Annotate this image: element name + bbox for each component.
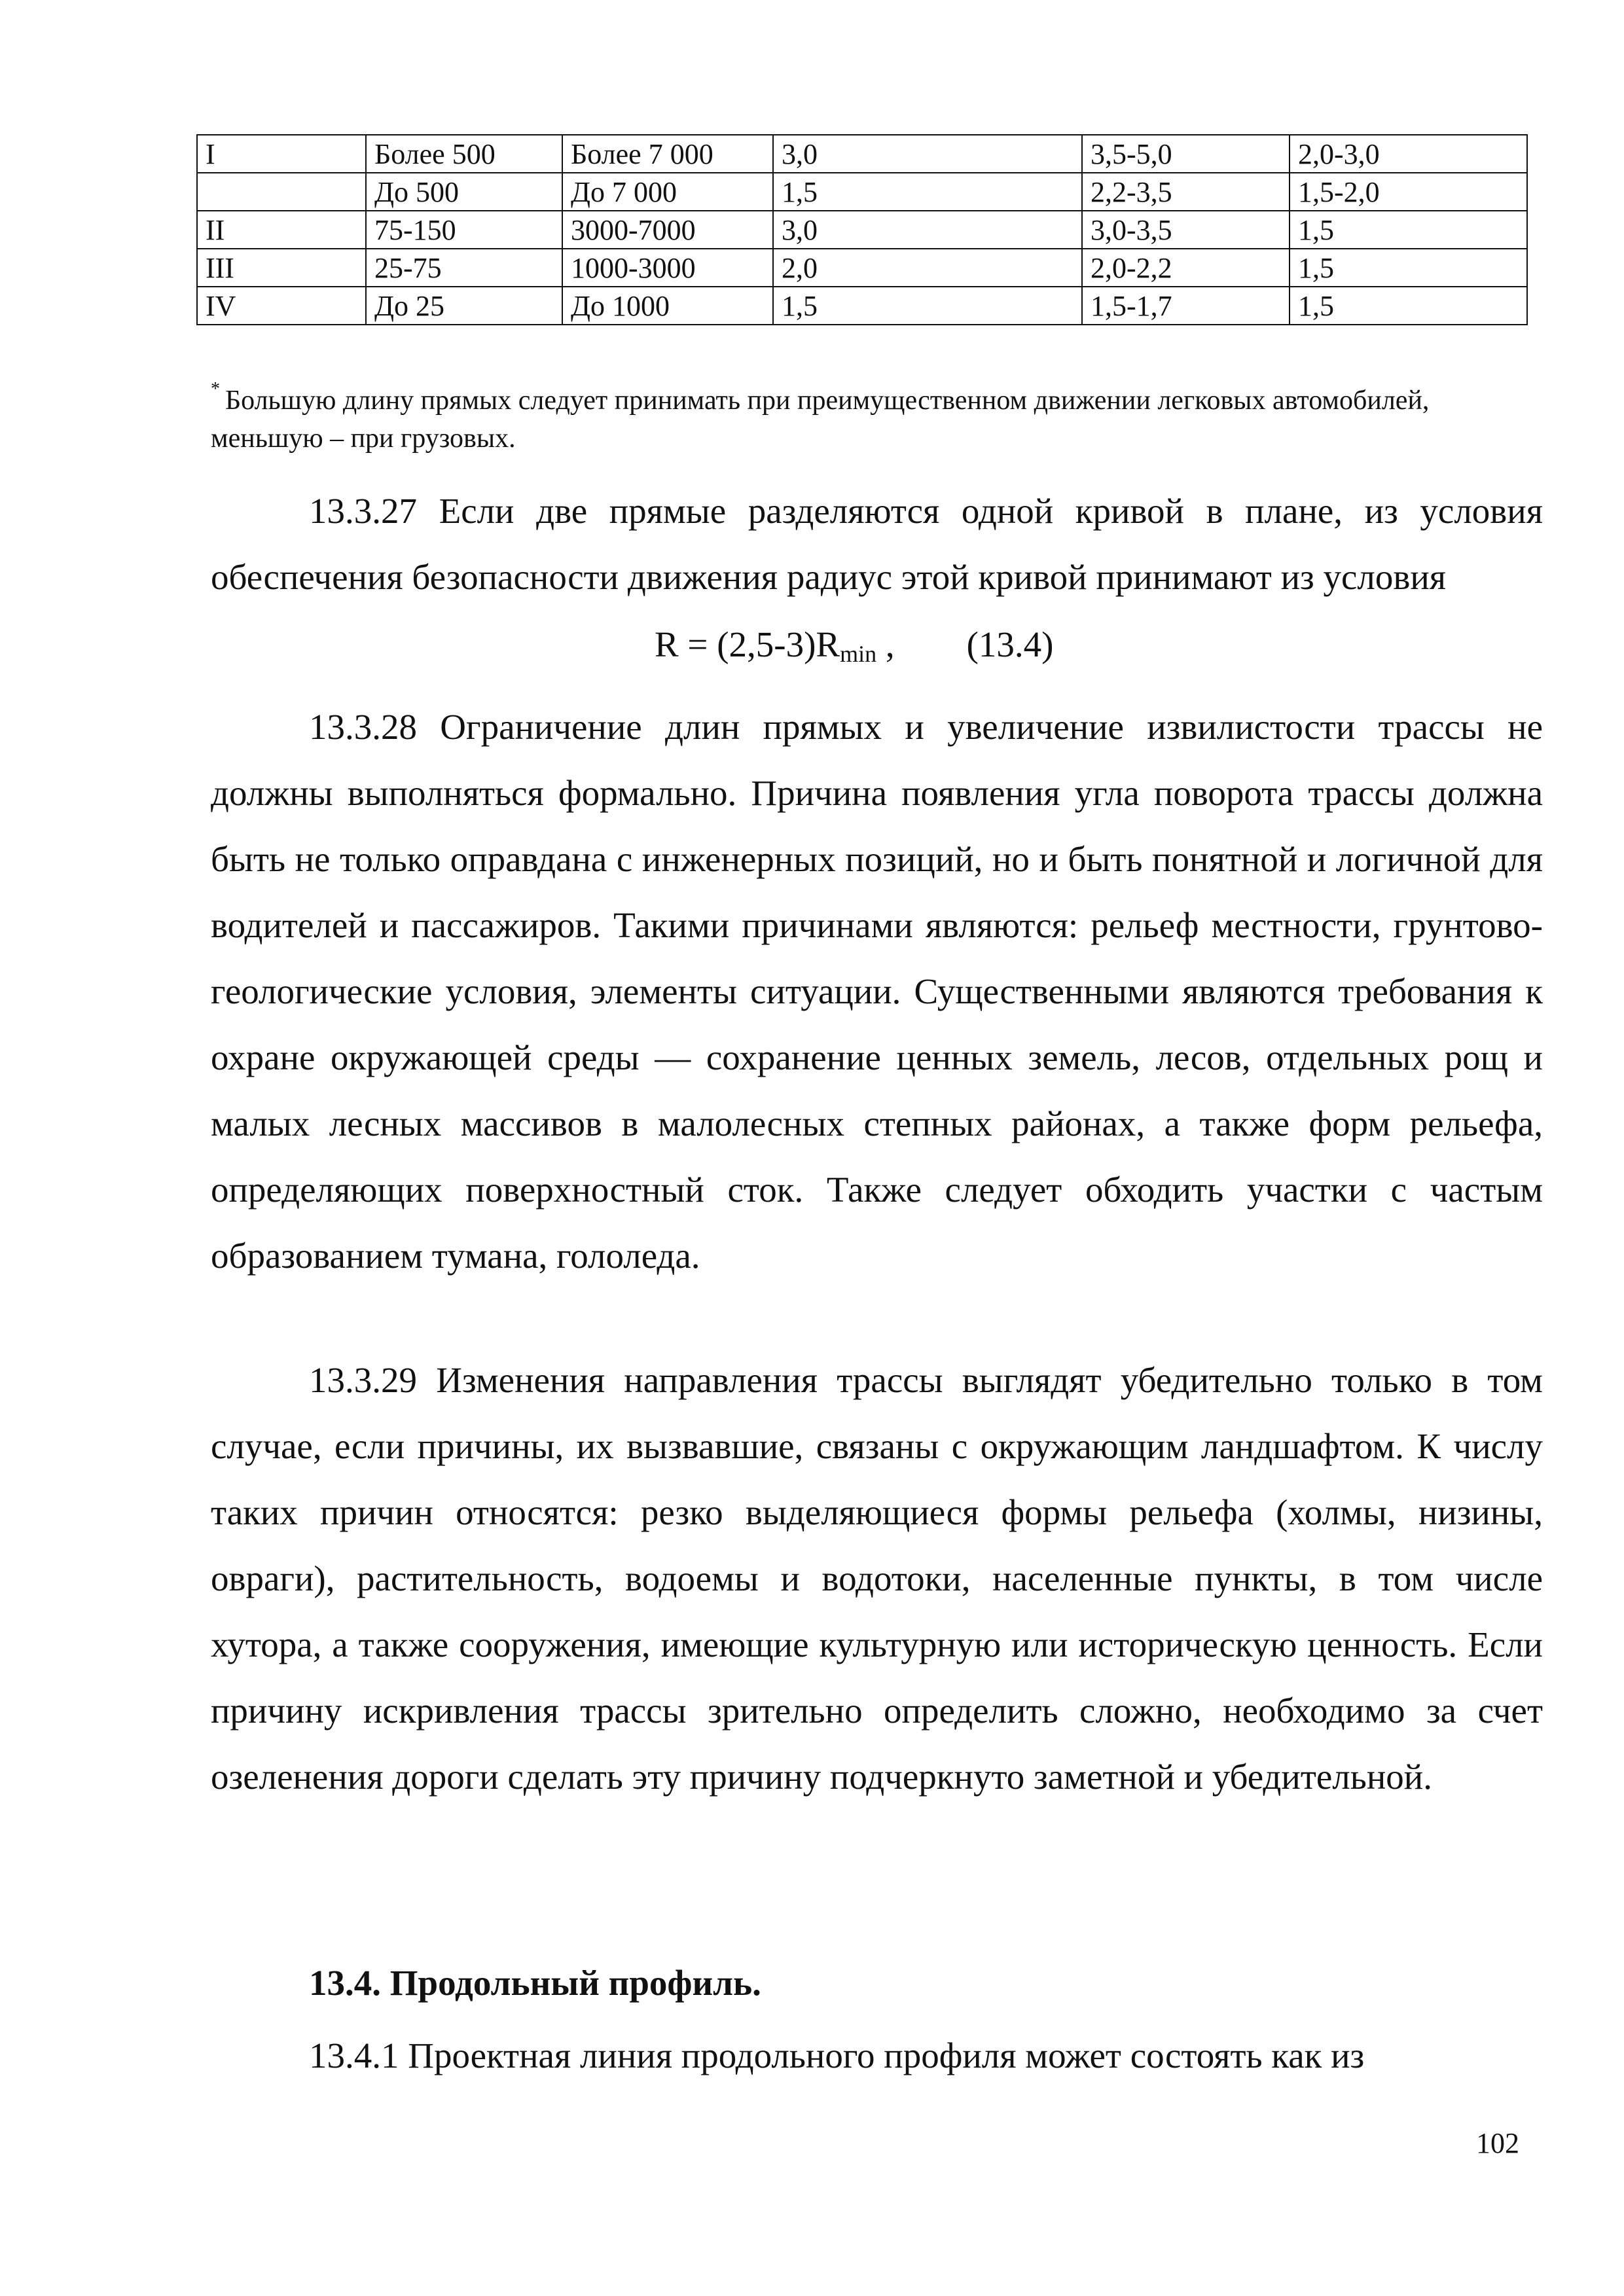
table-row: [197, 287, 1527, 325]
table-cell: II: [197, 211, 366, 249]
table-cell: До 7 000: [562, 173, 773, 211]
table-cell: 2,0-2,2: [1082, 249, 1290, 287]
table-cell: До 500: [366, 173, 562, 211]
table-cell: 1,5: [1290, 211, 1527, 249]
table-cell: 1,5: [773, 173, 1082, 211]
table-cell: Более 500: [366, 135, 562, 173]
table-cell: 3,0: [773, 211, 1082, 249]
table-cell: IV: [197, 287, 366, 325]
table-cell: До 25: [366, 287, 562, 325]
table-cell: 1,5-2,0: [1290, 173, 1527, 211]
table-cell: III: [197, 249, 366, 287]
page-number: 102: [1476, 2127, 1519, 2159]
footnote-marker: *: [211, 379, 220, 399]
table-cell: [197, 173, 366, 211]
table-cell: 1,5: [773, 287, 1082, 325]
table-cell: 2,2-3,5: [1082, 173, 1290, 211]
table-row: [197, 211, 1527, 249]
formula-13-4: [655, 619, 1054, 680]
table-footnote: [211, 370, 1540, 457]
formula-base: R = (2,5-3)R: [655, 624, 840, 664]
table-cell: 3000-7000: [562, 211, 773, 249]
table-cell: 75-150: [366, 211, 562, 249]
formula-number: (13.4): [966, 624, 1054, 664]
table-cell: 1,5: [1290, 249, 1527, 287]
table-cell: 3,0: [773, 135, 1082, 173]
formula-subscript: min: [840, 641, 877, 667]
table-cell: 25-75: [366, 249, 562, 287]
table-cell: 3,0-3,5: [1082, 211, 1290, 249]
section-heading-13-4: 13.4. Продольный профиль.: [309, 1963, 761, 2003]
table-cell: До 1000: [562, 287, 773, 325]
parameters-table: [196, 134, 1528, 325]
table-cell: 2,0: [773, 249, 1082, 287]
table-cell: 3,5-5,0: [1082, 135, 1290, 173]
table-cell: 2,0-3,0: [1290, 135, 1527, 173]
table-row: [197, 249, 1527, 287]
table-row: [197, 135, 1527, 173]
formula-suffix: ,: [876, 624, 895, 664]
paragraph-13-4-1: 13.4.1 Проектная линия продольного профиля может состоять как из: [309, 2036, 1365, 2075]
table-cell: 1000-3000: [562, 249, 773, 287]
table-cell: 1,5: [1290, 287, 1527, 325]
table-cell: Более 7 000: [562, 135, 773, 173]
table-cell: I: [197, 135, 366, 173]
footnote-text: Большую длину прямых следует принимать при преимущественном движении легковых автомобилей, меньшую – при грузовых.: [211, 386, 1430, 454]
table-cell: 1,5-1,7: [1082, 287, 1290, 325]
paragraph-13-3-27: 13.3.27 Если две прямые разделяются одной кривой в плане, из условия обеспечения безопасности движения радиус этой кривой принимают из условия: [211, 491, 1543, 597]
paragraph-13-3-28: 13.3.28 Ограничение длин прямых и увеличение извилистости трассы не должны выполняться формально. Причина появления угла поворота трассы должна быть не только оправдана с инженерных позиций, но и быть понятной и логичной для водителей и пассажиров. Такими причинами являются: рельеф местности, грунтово-геологические условия, элементы ситуации. Существенными являются требования к охране окружающей среды — сохранение ценных земель, лесов, отдельных рощ и малых лесных массивов в малолесных степных районах, а также форм рельефа, определяющих поверхностный сток. Также следует обходить участки с частым образованием тумана, гололеда.: [211, 707, 1543, 1276]
paragraph-13-3-29: 13.3.29 Изменения направления трассы выглядят убедительно только в том случае, если причины, их вызвавшие, связаны с окружающим ландшафтом. К числу таких причин относятся: резко выделяющиеся формы рельефа (холмы, низины, овраги), растительность, водоемы и водотоки, населенные пункты, в том числе хутора, а также сооружения, имеющие культурную или историческую ценность. Если причину искривления трассы зрительно определить сложно, необходимо за счет озеленения дороги сделать эту причину подчеркнуто заметной и убедительной.: [211, 1360, 1543, 1797]
table-row: [197, 173, 1527, 211]
